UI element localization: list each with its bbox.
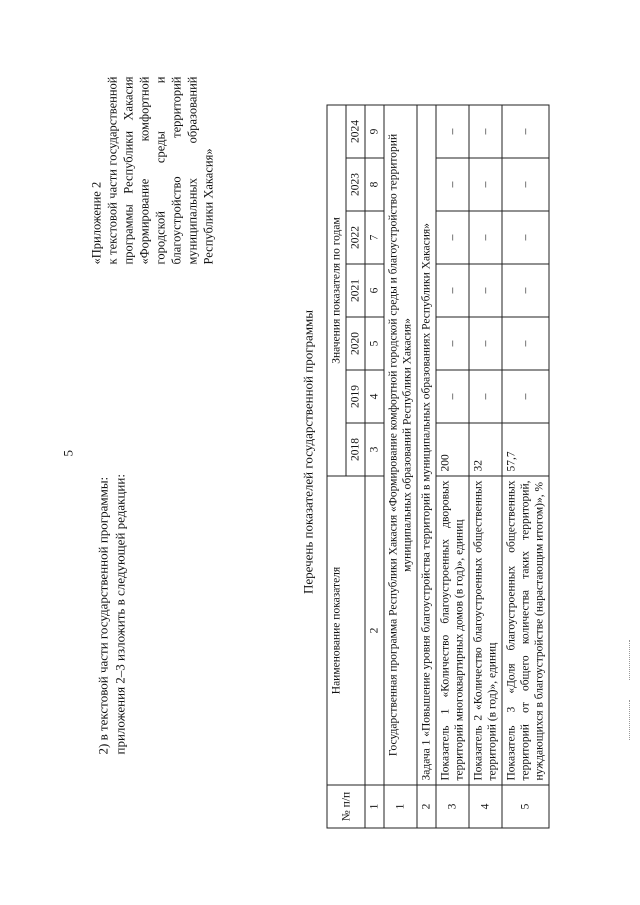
indicator-name: Показатель 2 «Количество благоустроенных общественных территорий (в год)», единиц <box>469 476 502 785</box>
indicator-name: Показатель 1 «Количество благоустроенных дворовых территорий многоквартирных домов (в год)», единиц <box>436 476 469 785</box>
indicator-value: – <box>436 211 469 264</box>
row-no: 4 <box>469 785 502 828</box>
header-year: 2020 <box>346 317 365 370</box>
indicator-value: – <box>502 211 549 264</box>
program-text: Государственная программа Республики Хакасия «Формирование комфортной городской среды и благоустройство территорий муниципальных образований Республики Хакасия» <box>384 105 417 785</box>
header-year: 2022 <box>346 211 365 264</box>
col-number: 8 <box>365 158 384 211</box>
indicator-value: – <box>502 370 549 423</box>
indicator-value: – <box>469 370 502 423</box>
table-header-row <box>327 105 346 828</box>
intro-text <box>95 335 129 755</box>
header-values: Значения показателя по годам <box>327 105 346 476</box>
indicator-value: – <box>502 317 549 370</box>
header-year: 2021 <box>346 264 365 317</box>
indicator-value: – <box>469 105 502 158</box>
header-year: 2019 <box>346 370 365 423</box>
indicator-name: Показатель 3 «Доля благоустроенных общественных территорий от общего количества таких территорий, нуждающихся в благоустройстве (нарастающим итогом)», % <box>502 476 549 785</box>
col-number: 3 <box>365 423 384 476</box>
col-number: 4 <box>365 370 384 423</box>
indicator-value: 57,7 <box>502 423 549 476</box>
header-year: 2024 <box>346 105 365 158</box>
row-no: 1 <box>384 785 417 828</box>
program-row <box>384 105 417 828</box>
appendix-line-2: к текстовой части государственной программы Республики Хакасия «Формирование комфортной городской среды и благоустройство территорий муниципальных образований Республики Хакасия» <box>105 76 216 265</box>
table-row <box>502 105 549 828</box>
task-row <box>417 105 436 828</box>
intro-line-2: приложения 2–3 изложить в следующей редакции: <box>112 474 128 755</box>
task-text: Задача 1 «Повышение уровня благоустройства территорий в муниципальных образованиях Республики Хакасия» <box>417 105 436 785</box>
row-no: 5 <box>502 785 549 828</box>
table-row <box>469 105 502 828</box>
table-title: Перечень показателей государственной программы <box>300 309 316 595</box>
scan-mark <box>629 700 632 740</box>
indicator-value: – <box>436 370 469 423</box>
col-number: 6 <box>365 264 384 317</box>
indicator-value: – <box>436 158 469 211</box>
appendix-line-1: «Приложение 2 <box>89 181 104 265</box>
indicators-table <box>327 105 550 829</box>
page-number: 5 <box>60 450 76 457</box>
scan-mark <box>629 640 632 680</box>
indicator-value: – <box>469 264 502 317</box>
col-number: 7 <box>365 211 384 264</box>
header-year: 2018 <box>346 423 365 476</box>
column-numbers-row <box>365 105 384 828</box>
indicator-value: – <box>502 264 549 317</box>
indicator-value: – <box>436 264 469 317</box>
header-no: № п/п <box>327 785 365 828</box>
col-number: 1 <box>365 785 384 828</box>
indicator-value: – <box>436 317 469 370</box>
col-number: 9 <box>365 105 384 158</box>
header-name: Наименование показателя <box>327 476 365 785</box>
indicator-value: 32 <box>469 423 502 476</box>
indicator-value: – <box>469 158 502 211</box>
intro-line-1: 2) в текстовой части государственной программы: <box>95 476 111 755</box>
indicator-value: – <box>502 105 549 158</box>
row-no: 3 <box>436 785 469 828</box>
table-row <box>436 105 469 828</box>
row-no: 2 <box>417 785 436 828</box>
indicator-value: – <box>502 158 549 211</box>
indicator-value: – <box>436 105 469 158</box>
col-number: 5 <box>365 317 384 370</box>
indicator-value: – <box>469 317 502 370</box>
header-year: 2023 <box>346 158 365 211</box>
indicator-value: 200 <box>436 423 469 476</box>
appendix-heading <box>89 77 217 265</box>
rotated-page <box>1 0 640 905</box>
indicator-value: – <box>469 211 502 264</box>
col-number: 2 <box>365 476 384 785</box>
